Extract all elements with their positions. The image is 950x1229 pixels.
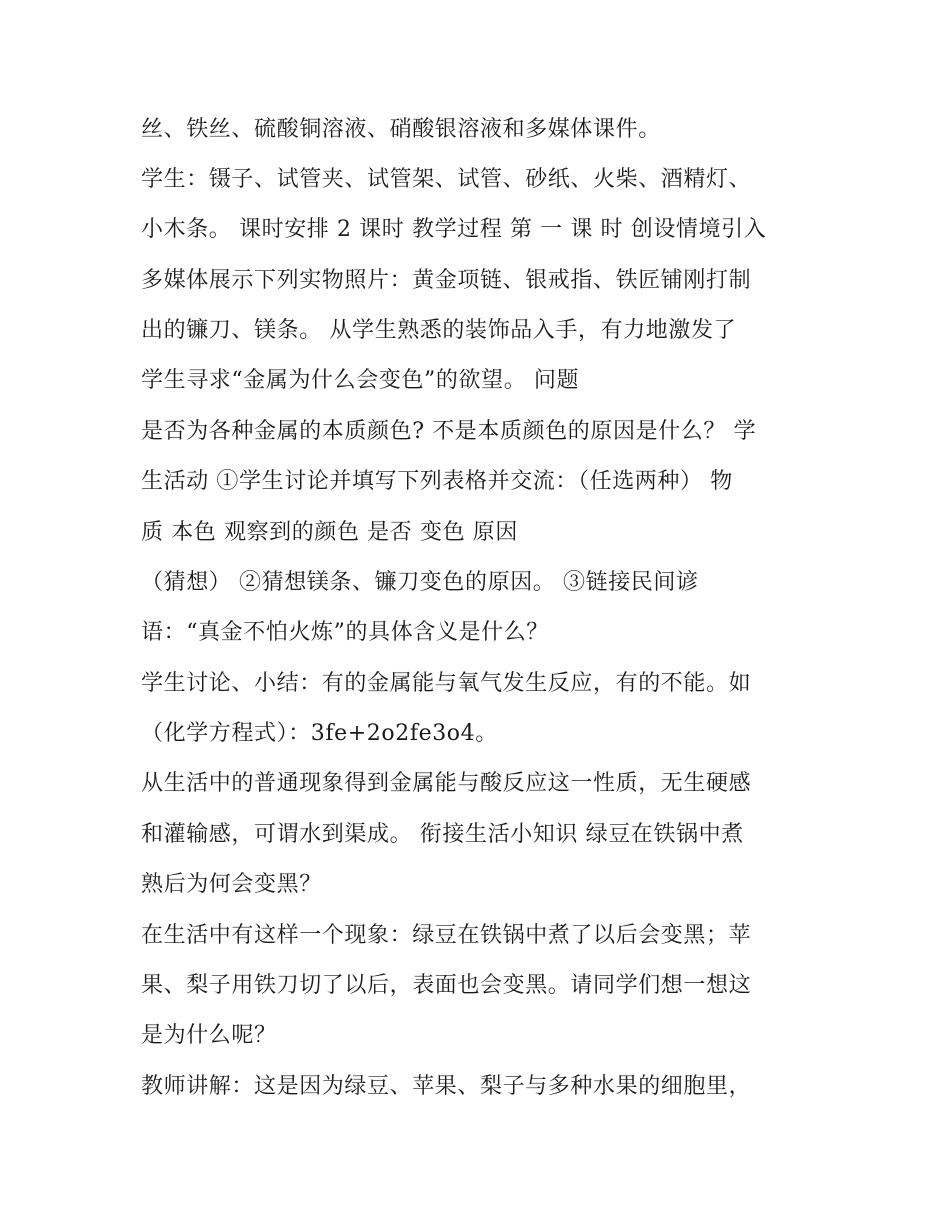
text-line: 学生讨论、小结：有的金属能与氧气发生反应，有的不能。如: [141, 671, 752, 696]
text-line: 出的镰刀、镁条。 从学生熟悉的装饰品入手，有力地激发了: [141, 318, 737, 343]
text-line: （化学方程式）：3fe+2o2fe3o4。: [141, 721, 498, 746]
text-line: 在生活中有这样一个现象：绿豆在铁锅中煮了以后会变黑；苹: [141, 923, 752, 948]
text-line: 是为什么呢？: [141, 1023, 277, 1048]
text-line: 多媒体展示下列实物照片：黄金项链、银戒指、铁匠铺刚打制: [141, 268, 752, 293]
text-line: （猜想） ②猜想镁条、镰刀变色的原因。 ③链接民间谚: [141, 570, 699, 595]
text-line: 语：“真金不怕火炼”的具体含义是什么？: [141, 620, 549, 645]
text-line: 和灌输感，可谓水到渠成。 衔接生活小知识 绿豆在铁锅中煮: [141, 822, 744, 847]
text-line: 从生活中的普通现象得到金属能与酸反应这一性质，无生硬感: [141, 771, 752, 796]
text-line: 果、梨子用铁刀切了以后，表面也会变黑。请同学们想一想这: [141, 973, 752, 998]
text-line: 小木条。 课时安排 2 课时 教学过程 第 一 课 时 创设情境引入: [141, 217, 767, 242]
text-line: 教师讲解：这是因为绿豆、苹果、梨子与多种水果的细胞里，: [141, 1074, 752, 1099]
text-line: 学生：镊子、试管夹、试管架、试管、砂纸、火柴、酒精灯、: [141, 167, 752, 192]
text-line: 丝、铁丝、硫酸铜溶液、硝酸银溶液和多媒体课件。: [141, 117, 661, 142]
text-line: 学生寻求“金属为什么会变色”的欲望。 问题: [141, 368, 580, 393]
text-line: 熟后为何会变黑？: [141, 872, 322, 897]
text-line: 质 本色 观察到的颜色 是否 变色 原因: [141, 520, 518, 545]
text-line: 是否为各种金属的本质颜色? 不是本质颜色的原因是什么？ 学: [141, 419, 757, 444]
text-line: 生活动 ①学生讨论并填写下列表格并交流：（任选两种） 物: [141, 469, 733, 494]
